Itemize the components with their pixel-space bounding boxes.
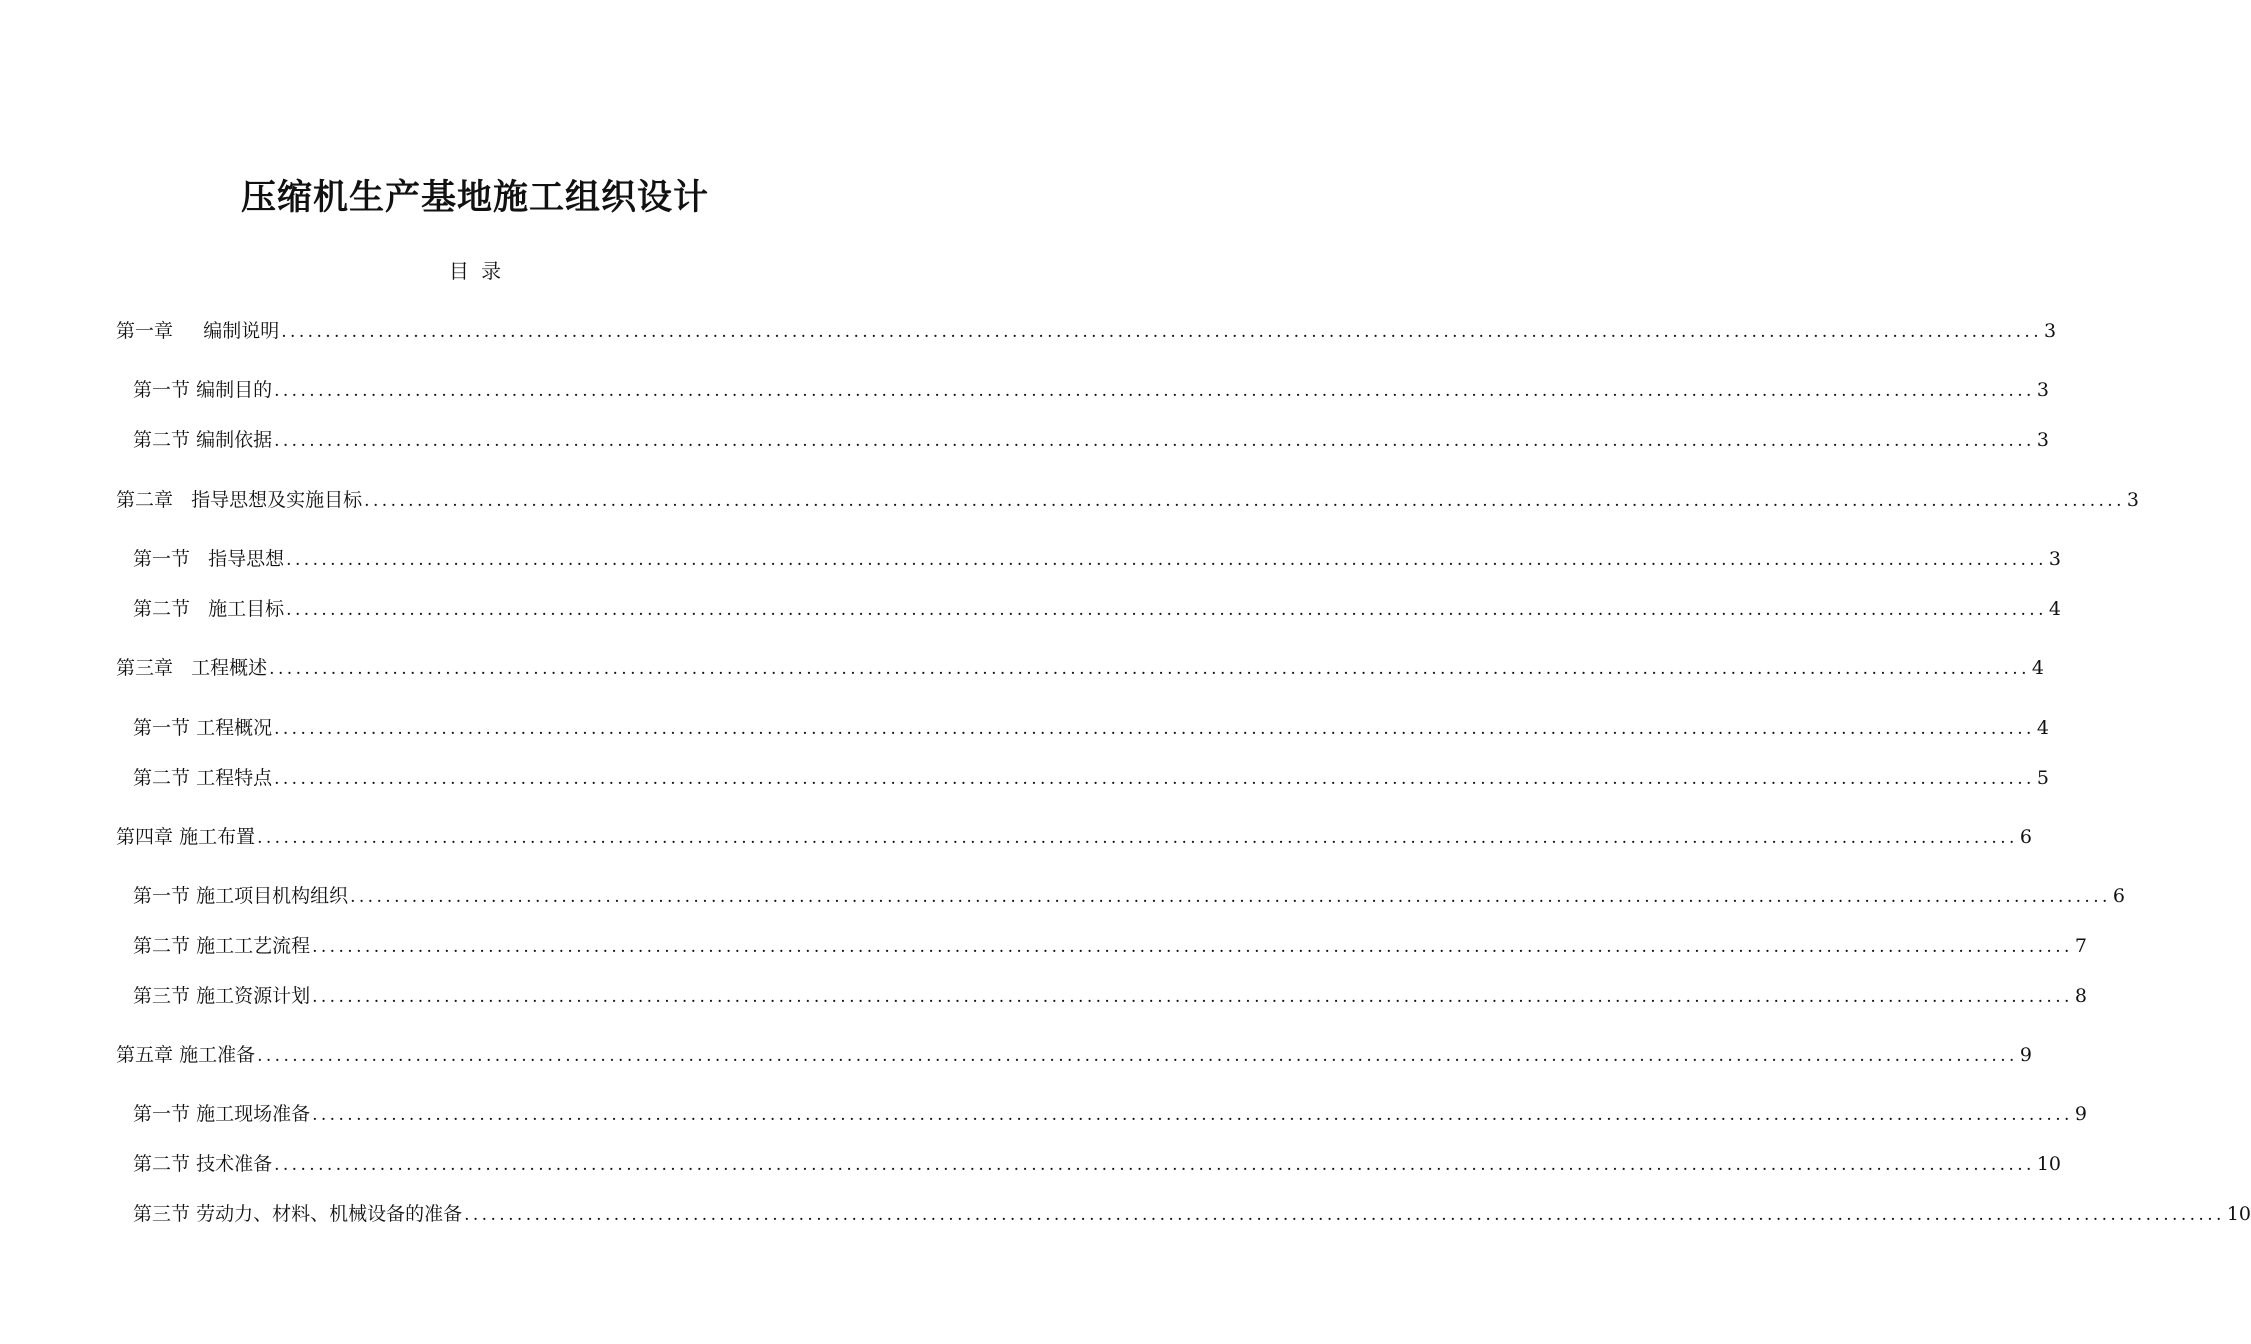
toc-entry-16[interactable] (133, 1149, 2062, 1179)
toc-entry-title: 施工目标 (208, 598, 285, 620)
document-title: 压缩机生产基地施工组织设计 (240, 178, 709, 218)
toc-dot-leader: ........................................................................................................................................................................................................ (274, 769, 2035, 789)
toc-entry-number: 第二节 (133, 1153, 191, 1175)
toc-entry-page-number: 3 (2036, 379, 2049, 401)
toc-entry-8[interactable] (133, 713, 2049, 743)
toc-entry-13[interactable] (133, 981, 2087, 1011)
toc-entry-page-number: 10 (2036, 1153, 2062, 1175)
toc-dot-leader: ........................................................................................................................................................................................................ (364, 491, 2125, 511)
toc-entry-title: 工程特点 (196, 767, 273, 789)
toc-entry-title: 施工准备 (179, 1044, 256, 1066)
toc-entry-10[interactable] (116, 822, 2032, 852)
toc-entry-9[interactable] (133, 763, 2049, 793)
toc-dot-leader: ........................................................................................................................................................................................................ (350, 887, 2111, 907)
toc-entry-number: 第一章 (116, 320, 174, 342)
toc-entry-11[interactable] (133, 881, 2125, 911)
toc-entry-page-number: 8 (2074, 985, 2087, 1007)
toc-entry-page-number: 7 (2074, 935, 2087, 957)
toc-dot-leader: ........................................................................................................................................................................................................ (312, 1105, 2073, 1125)
toc-entry-title: 施工现场准备 (196, 1103, 311, 1125)
toc-entry-gap (190, 544, 208, 574)
toc-entry-title: 施工布置 (179, 826, 256, 848)
toc-entry-title: 指导思想及实施目标 (191, 489, 363, 511)
toc-entry-number: 第二章 (116, 489, 174, 511)
toc-entry-15[interactable] (133, 1099, 2087, 1129)
toc-entry-7[interactable] (116, 653, 2045, 683)
toc-dot-leader: ........................................................................................................................................................................................................ (274, 381, 2035, 401)
toc-entry-page-number: 3 (2036, 429, 2049, 451)
toc-entry-page-number: 3 (2044, 320, 2057, 342)
toc-dot-leader: ........................................................................................................................................................................................................ (464, 1205, 2225, 1225)
toc-entry-page-number: 9 (2074, 1103, 2087, 1125)
toc-entry-number: 第二节 (133, 598, 191, 620)
toc-entry-14[interactable] (116, 1040, 2032, 1070)
toc-entry-number: 第三节 (133, 985, 191, 1007)
toc-entry-12[interactable] (133, 931, 2087, 961)
toc-entry-page-number: 6 (2019, 826, 2032, 848)
toc-dot-leader: ........................................................................................................................................................................................................ (312, 937, 2073, 957)
toc-entry-page-number: 4 (2036, 717, 2049, 739)
toc-entry-title: 技术准备 (196, 1153, 273, 1175)
toc-dot-leader: ........................................................................................................................................................................................................ (312, 987, 2073, 1007)
toc-entry-3[interactable] (133, 425, 2049, 455)
toc-dot-leader: ........................................................................................................................................................................................................ (286, 600, 2047, 620)
toc-entry-1[interactable] (116, 316, 2057, 346)
toc-entry-number: 第一节 (133, 717, 191, 739)
toc-entry-gap (190, 594, 208, 624)
toc-heading: 目 录 (448, 259, 502, 283)
toc-entry-page-number: 5 (2036, 767, 2049, 789)
toc-entry-6[interactable] (133, 594, 2062, 624)
toc-entry-number: 第二节 (133, 767, 191, 789)
toc-entry-page-number: 9 (2019, 1044, 2032, 1066)
toc-entry-gap (173, 316, 203, 346)
toc-entry-number: 第二节 (133, 429, 191, 451)
toc-entry-4[interactable] (116, 485, 2140, 515)
toc-entry-page-number: 10 (2226, 1203, 2251, 1225)
toc-dot-leader: ........................................................................................................................................................................................................ (281, 322, 2042, 342)
toc-entry-title: 施工工艺流程 (196, 935, 311, 957)
toc-entry-5[interactable] (133, 544, 2062, 574)
toc-entry-title: 编制目的 (196, 379, 273, 401)
toc-dot-leader: ........................................................................................................................................................................................................ (257, 828, 2018, 848)
toc-entry-page-number: 3 (2048, 548, 2062, 570)
toc-entry-title: 施工资源计划 (196, 985, 311, 1007)
toc-entry-page-number: 4 (2031, 657, 2045, 679)
toc-entry-gap (173, 485, 191, 515)
toc-entry-number: 第二节 (133, 935, 191, 957)
toc-dot-leader: ........................................................................................................................................................................................................ (274, 719, 2035, 739)
toc-entry-title: 施工项目机构组织 (196, 885, 349, 907)
toc-entry-number: 第四章 (116, 826, 174, 848)
toc-entry-gap (173, 653, 191, 683)
toc-entry-page-number: 3 (2126, 489, 2140, 511)
toc-entry-2[interactable] (133, 375, 2049, 405)
toc-dot-leader: ........................................................................................................................................................................................................ (269, 659, 2030, 679)
toc-entry-title: 工程概述 (191, 657, 268, 679)
toc-entry-number: 第一节 (133, 885, 191, 907)
toc-entry-number: 第一节 (133, 1103, 191, 1125)
toc-entry-17[interactable] (133, 1199, 2251, 1229)
toc-entry-number: 第一节 (133, 379, 191, 401)
toc-entry-title: 指导思想 (208, 548, 285, 570)
toc-dot-leader: ........................................................................................................................................................................................................ (286, 550, 2047, 570)
toc-entry-page-number: 4 (2048, 598, 2062, 620)
toc-entry-title: 工程概况 (196, 717, 273, 739)
toc-entry-number: 第三章 (116, 657, 174, 679)
toc-entry-title: 劳动力、材料、机械设备的准备 (196, 1203, 463, 1225)
toc-entry-page-number: 6 (2112, 885, 2125, 907)
toc-entry-number: 第五章 (116, 1044, 174, 1066)
toc-entry-number: 第三节 (133, 1203, 191, 1225)
toc-entry-title: 编制说明 (203, 320, 280, 342)
toc-entry-number: 第一节 (133, 548, 191, 570)
toc-dot-leader: ........................................................................................................................................................................................................ (257, 1046, 2018, 1066)
toc-dot-leader: ........................................................................................................................................................................................................ (274, 1155, 2035, 1175)
toc-entry-title: 编制依据 (196, 429, 273, 451)
toc-dot-leader: ........................................................................................................................................................................................................ (274, 431, 2035, 451)
